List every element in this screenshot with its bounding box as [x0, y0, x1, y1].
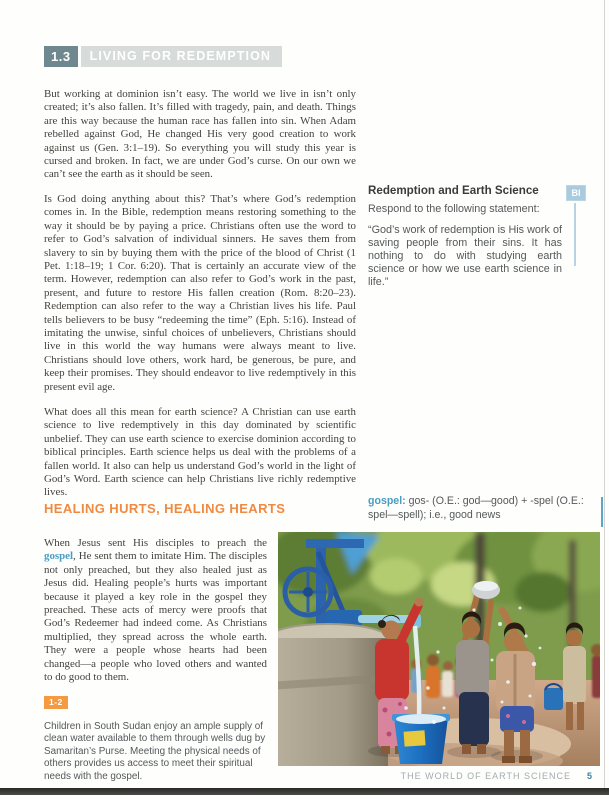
paragraph-redemption: Is God doing anything about this? That’s where God’s redemption comes in. In the Bible, redemption means restoring something to the way it should be by paying a price. Christians often use the word to refer to God’s salvation of individual sinners. He saves them from slavery to sin by buying them with the price of the blood of Christ (1 Pet. 1:18–19; 1 Cor. 6:20). That is certainly an accurate view of the term. However, redemption can also refer to God’s work in the past, present, and future to restore His fallen creation (Rom. 8:20–23). Redemption can also refer to the way a Christian lives his life. Paul tells believers to be busy “redeeming the time” (Eph. 5:16). Instead of imitating the unwise, sinful choices of unbelievers, Christians should live in this world the way humans were always meant to live. Christians should love others, work hard, be generous, be pure, and keep their promises. They should endeavor to live redemptively in this present evil age.: [44, 192, 356, 393]
paragraph-earth-science: What does all this mean for earth science? A Christian can use earth science to live redemptively in this day dominated by scientific unbelief. They can use earth science to exercise dominion according to biblical principles. Earth science helps us deal with the problems of a fallen world. It also can help us understand God’s world in the light of God’s Word. Earth science can help Christians live richly redemptive lives.: [44, 405, 356, 499]
page-edge-bottom: [0, 788, 609, 795]
subsection-heading: HEALING HURTS, HEALING HEARTS: [44, 501, 286, 516]
activity-box-quote: “God’s work of redemption is His work of saving people from their sins. It has nothing to do with studying earth science or how we use earth science in life.”: [368, 224, 562, 288]
section-number: 1.3: [44, 46, 78, 67]
water-bucket: [392, 714, 450, 764]
etymology-note: [368, 495, 592, 522]
activity-box: [368, 184, 562, 289]
figure-label: 1-2: [44, 696, 68, 709]
page-footer: [280, 771, 592, 781]
paragraph-healing: [44, 537, 267, 684]
paragraph-dominion: But working at dominion isn’t easy. The world we live in isn’t only created; it’s also fallen. It’s filled with tragedy, pain, and death. Things are this way because the human race has fallen into sin. When Adam rebelled against God, He changed His very good creation to work against us (Gen. 3:1–19). So everything you will study this year is cursed and broken. In fact, we are under God’s curse. On our own we can’t see the earth as it should be seen.: [44, 87, 356, 181]
page-edge-right: [604, 0, 605, 788]
etymology-rule: [601, 497, 603, 527]
biblical-integration-rule: [574, 203, 576, 266]
section-title: LIVING FOR REDEMPTION: [81, 46, 282, 67]
healing-text-after: , He sent them to imitate Him. The disciples not only preached, but they also healed just as Jesus did. Healing people’s hurts was important because it played a key role in the gospel they preached. These acts of mercy were proofs that God’s Redeemer had indeed come. As Christians multiplied, they spread across the whole earth. They were a people whose hearts had been changed—a people who loved others and wanted to do good to them.: [44, 550, 267, 683]
vocab-term-gospel: gospel: [44, 550, 74, 563]
water-well-illustration: [278, 532, 600, 766]
etymology-term: gospel:: [368, 495, 406, 507]
etymology-text: gos- (O.E.: god—good) + -spel (O.E.: spel—spell); i.e., good news: [368, 495, 584, 521]
figure-photo-water-well: [278, 532, 600, 766]
biblical-integration-badge: BI: [566, 185, 586, 201]
section-header: [44, 46, 282, 67]
footer-book-title: THE WORLD OF EARTH SCIENCE: [400, 771, 571, 781]
figure-caption: Children in South Sudan enjoy an ample supply of clean water available to them through wells dug by Samaritan’s Purse. Meeting the physical needs of others provides us access to meet their spiritual needs with the gospel.: [44, 720, 266, 782]
page-number: 5: [586, 771, 592, 781]
healing-text-before: When Jesus sent His disciples to preach the: [44, 536, 267, 549]
activity-box-title: Redemption and Earth Science: [368, 184, 539, 197]
activity-box-prompt: Respond to the following statement:: [368, 203, 540, 215]
